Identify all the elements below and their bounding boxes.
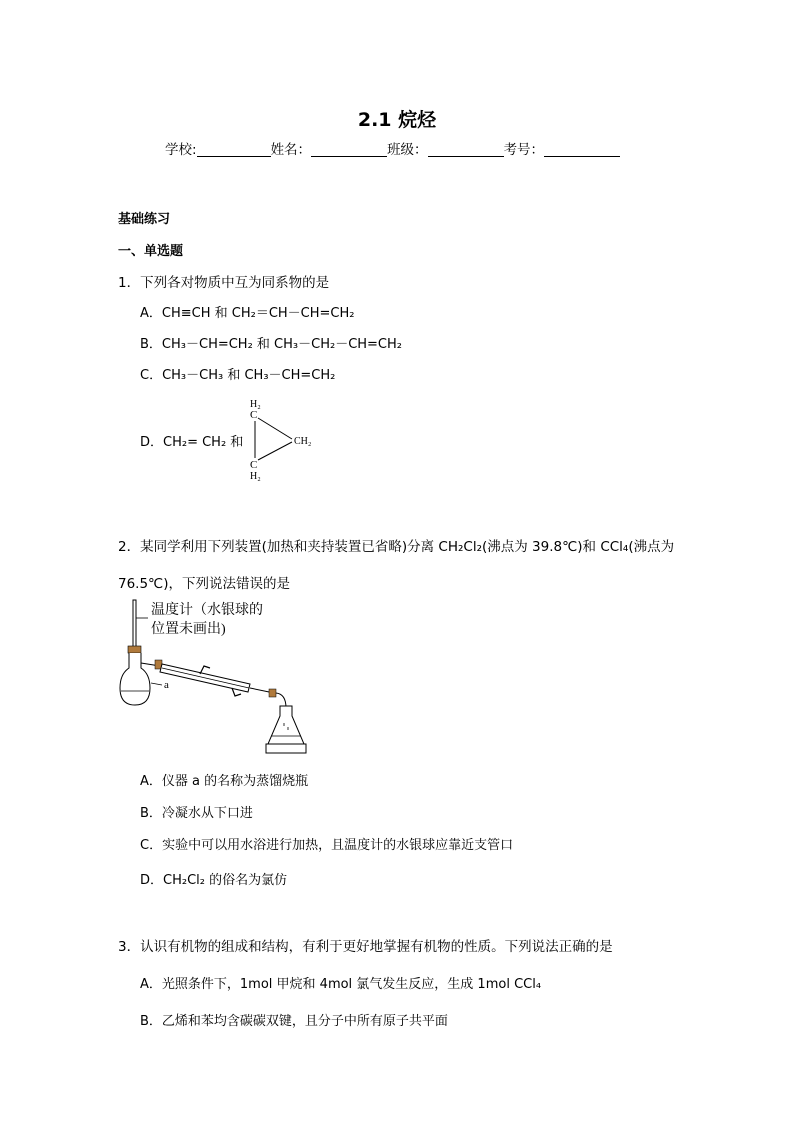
option-label: B． <box>140 337 162 352</box>
q2-option-b <box>140 802 253 821</box>
question-2-stem-line2: 76.5℃)，下列说法错误的是 <box>118 576 290 592</box>
option-label: C． <box>140 368 163 383</box>
option-label: D． <box>140 435 164 450</box>
option-label: C． <box>140 838 163 853</box>
question-2-stem-line1: 2．某同学利用下列装置(加热和夹持装置已省略)分离 CH₂Cl₂(沸点为 39.8℃)和 CCl₄(沸点为 <box>118 539 675 555</box>
adapter-connector <box>269 689 276 697</box>
q3-option-a <box>140 973 541 992</box>
option-label: A． <box>140 977 162 992</box>
option-label: D． <box>140 873 164 888</box>
option-text: 仪器 a 的名称为蒸馏烧瓶 <box>161 774 309 789</box>
q1-option-d <box>140 431 243 450</box>
flask-label-a: a <box>164 679 169 691</box>
condenser-inner-tube <box>162 668 249 688</box>
section-basic: 基础练习 <box>118 212 171 227</box>
stopper <box>128 646 141 653</box>
option-text: 光照条件下，1mol 甲烷和 4mol 氯气发生反应，生成 1mol CCl₄ <box>161 977 542 992</box>
q1-option-c <box>140 364 335 383</box>
option-text: 实验中可以用水浴进行加热，且温度计的水银球应靠近支管口 <box>162 838 514 853</box>
option-text: CH≡CH 和 CH₂＝CH－CH=CH₂ <box>161 306 355 321</box>
page-title: 2.1 烷烃 <box>357 109 437 131</box>
class-label: 班级： <box>387 142 428 158</box>
name-blank <box>311 142 387 157</box>
question-3-stem: 3．认识有机物的组成和结构，有利于更好地掌握有机物的性质。下列说法正确的是 <box>118 939 613 955</box>
option-text: CH₂= CH₂ 和 <box>163 435 244 450</box>
distillation-flask <box>120 653 150 705</box>
question-1-stem: 1．下列各对物质中互为同系物的是 <box>118 275 330 291</box>
cyclopropane-structure <box>244 394 324 484</box>
option-text: 乙烯和苯均含碳碳双键，且分子中所有原子共平面 <box>161 1014 448 1029</box>
q1-option-a <box>140 302 355 321</box>
student-info-line <box>165 138 620 158</box>
q2-option-d <box>140 869 287 888</box>
ring-bond-bottom <box>258 442 292 460</box>
q3-option-b <box>140 1010 448 1029</box>
name-label: 姓名： <box>270 142 312 158</box>
option-text: 冷凝水从下口进 <box>161 806 253 821</box>
thermometer <box>133 600 136 648</box>
option-label: A． <box>140 306 162 321</box>
option-label: A． <box>140 774 162 789</box>
option-label: B． <box>140 1014 162 1029</box>
option-text: CH₂Cl₂ 的俗名为氯仿 <box>163 873 288 888</box>
school-label: 学校: <box>165 142 197 158</box>
q1-option-b <box>140 333 402 352</box>
option-label: B． <box>140 806 162 821</box>
q2-option-a <box>140 770 308 789</box>
ring-top-h: H₂ <box>250 399 261 410</box>
distillation-apparatus-diagram <box>118 596 308 760</box>
class-blank <box>428 142 504 157</box>
ring-bond-top <box>258 418 292 439</box>
option-text: CH₃－CH=CH₂ 和 CH₃－CH₂－CH=CH₂ <box>161 337 402 352</box>
section-single-choice: 一、单选题 <box>118 244 184 259</box>
ring-top-c: C <box>250 409 258 421</box>
option-text: CH₃－CH₃ 和 CH₃－CH=CH₂ <box>162 368 336 383</box>
ring-bottom-h: H₂ <box>250 471 261 482</box>
ring-right-ch2: CH₂ <box>294 436 312 447</box>
q2-option-c <box>140 834 513 853</box>
school-blank <box>197 142 271 157</box>
number-label: 考号： <box>503 142 545 158</box>
thermometer-label-1: 温度计（水银球的 <box>151 603 263 618</box>
receiving-flask <box>268 706 304 744</box>
label-a-line <box>151 683 162 685</box>
number-blank <box>544 142 620 157</box>
flask-stand <box>266 744 306 753</box>
thermometer-label-2: 位置未画出) <box>151 622 226 637</box>
ring-bottom-c: C <box>250 459 258 471</box>
